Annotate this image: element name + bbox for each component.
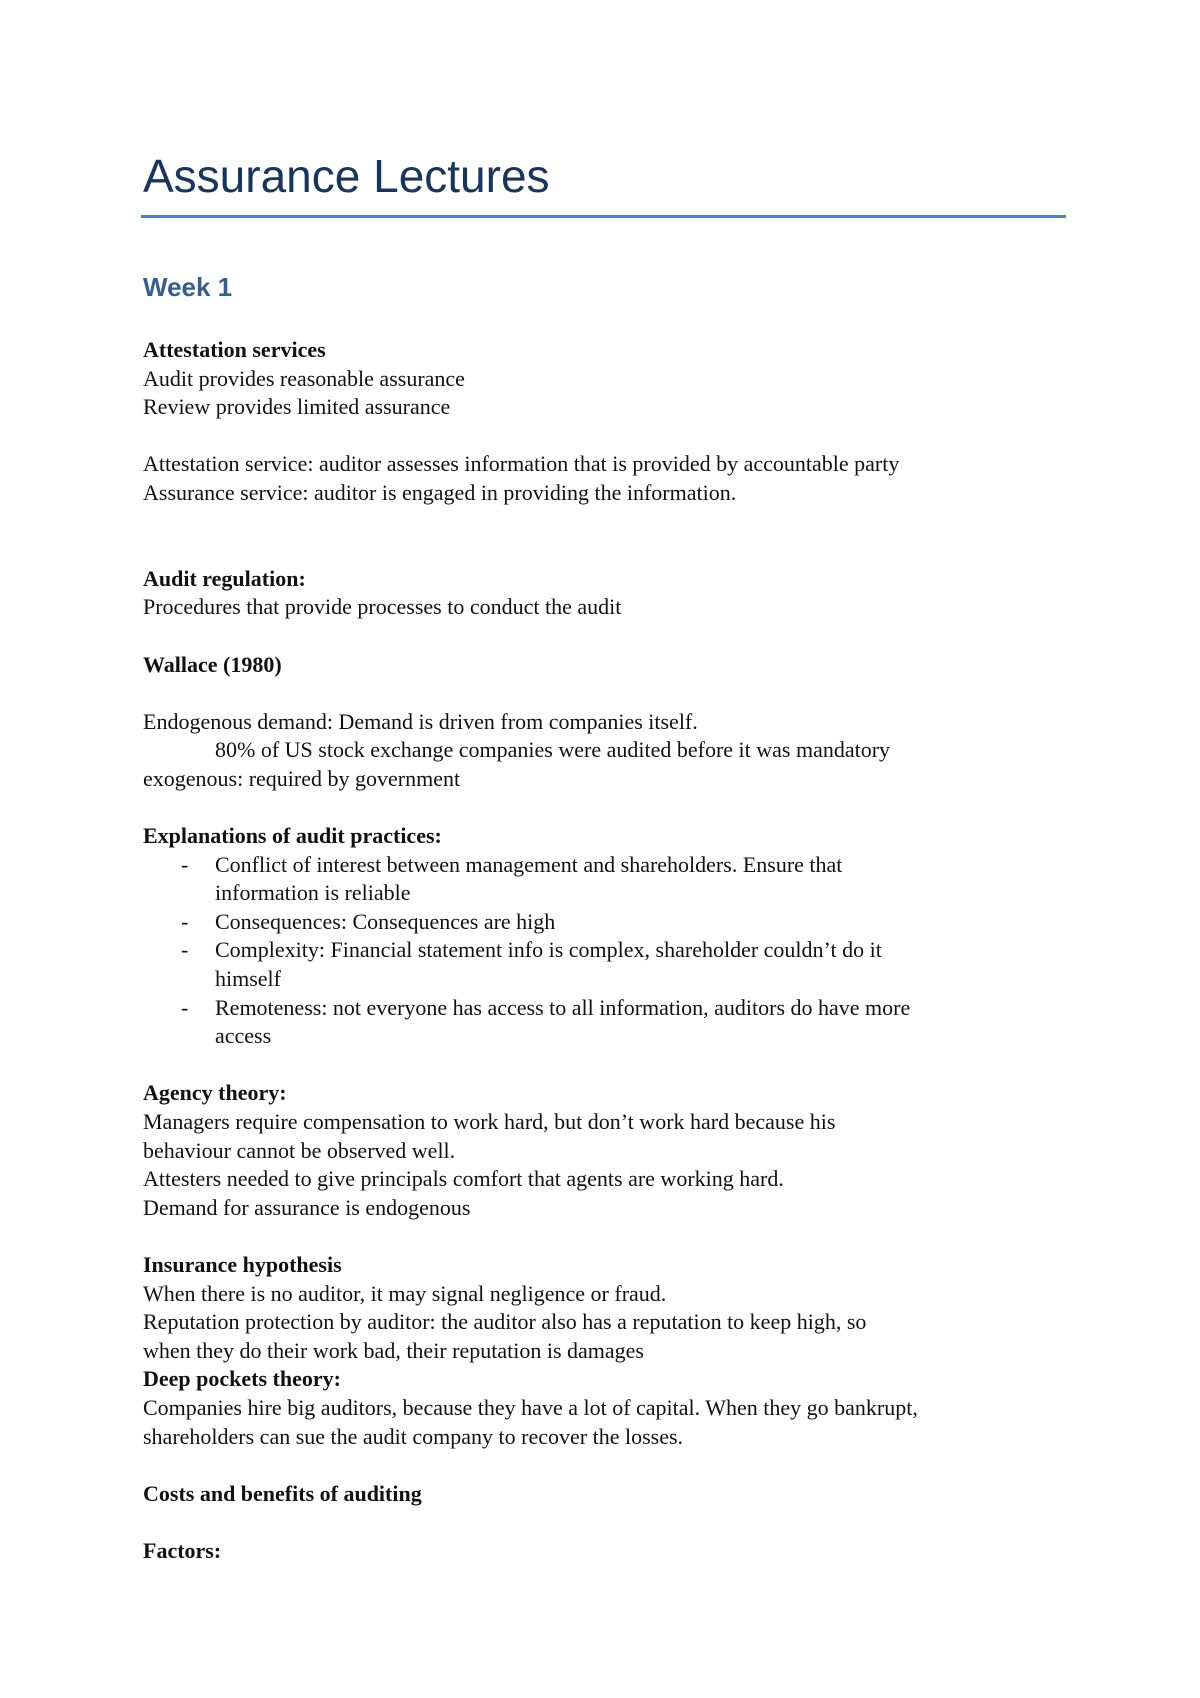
factors-heading: Factors: — [143, 1537, 222, 1563]
wallace-heading: Wallace (1980) — [143, 651, 282, 677]
explanations-heading: Explanations of audit practices: — [143, 823, 442, 849]
explanations-list — [143, 851, 1068, 1051]
document-title: Assurance Lectures — [143, 150, 550, 202]
insurance-line: Reputation protection by auditor: the auditor also has a reputation to keep high, so — [143, 1309, 867, 1335]
agency-line: Demand for assurance is endogenous — [143, 1194, 471, 1220]
list-item: - Complexity: Financial statement info is complex, shareholder couldn’t do it — [181, 937, 882, 963]
attestation-heading: Attestation services — [143, 337, 326, 362]
week-heading: Week 1 — [143, 272, 233, 302]
agency-line: behaviour cannot be observed well. — [143, 1137, 456, 1163]
insurance-line: When there is no auditor, it may signal negligence or fraud. — [143, 1280, 667, 1306]
deep-pockets-line: Companies hire big auditors, because they have a lot of capital. When they go bankrupt, — [143, 1394, 918, 1420]
list-item: - Conflict of interest between management and shareholders. Ensure that — [181, 851, 843, 877]
insurance-heading: Insurance hypothesis — [143, 1252, 342, 1277]
insurance-line: when they do their work bad, their reputation is damages — [143, 1337, 644, 1363]
agency-line: Attesters needed to give principals comfort that agents are working hard. — [143, 1166, 784, 1192]
deep-pockets-heading: Deep pockets theory: — [143, 1366, 341, 1392]
regulation-heading: Audit regulation: — [143, 565, 306, 591]
list-item-continuation: information is reliable — [215, 880, 411, 906]
attestation-line: Review provides limited assurance — [143, 394, 451, 420]
list-item-continuation: himself — [215, 966, 281, 992]
exogenous-demand: exogenous: required by government — [143, 765, 461, 791]
agency-heading: Agency theory: — [143, 1080, 287, 1106]
costs-benefits-heading: Costs and benefits of auditing — [143, 1480, 422, 1506]
agency-line: Managers require compensation to work hard, but don’t work hard because his — [143, 1109, 836, 1135]
list-item-continuation: access — [215, 1023, 272, 1049]
list-item: - Remoteness: not everyone has access to all information, auditors do have more — [181, 994, 911, 1020]
assurance-definition: Assurance service: auditor is engaged in providing the information. — [143, 479, 737, 505]
audit-statistic: 80% of US stock exchange companies were audited before it was mandatory — [215, 737, 891, 763]
endogenous-demand: Endogenous demand: Demand is driven from companies itself. — [143, 708, 698, 734]
document-body — [143, 336, 1068, 1566]
title-underline — [141, 215, 1066, 218]
attestation-definition: Attestation service: auditor assesses information that is provided by accountable party — [143, 451, 900, 477]
attestation-line: Audit provides reasonable assurance — [143, 365, 465, 391]
list-item: - Consequences: Consequences are high — [181, 908, 556, 934]
deep-pockets-line: shareholders can sue the audit company to recover the losses. — [143, 1423, 684, 1449]
regulation-text: Procedures that provide processes to conduct the audit — [143, 594, 622, 620]
